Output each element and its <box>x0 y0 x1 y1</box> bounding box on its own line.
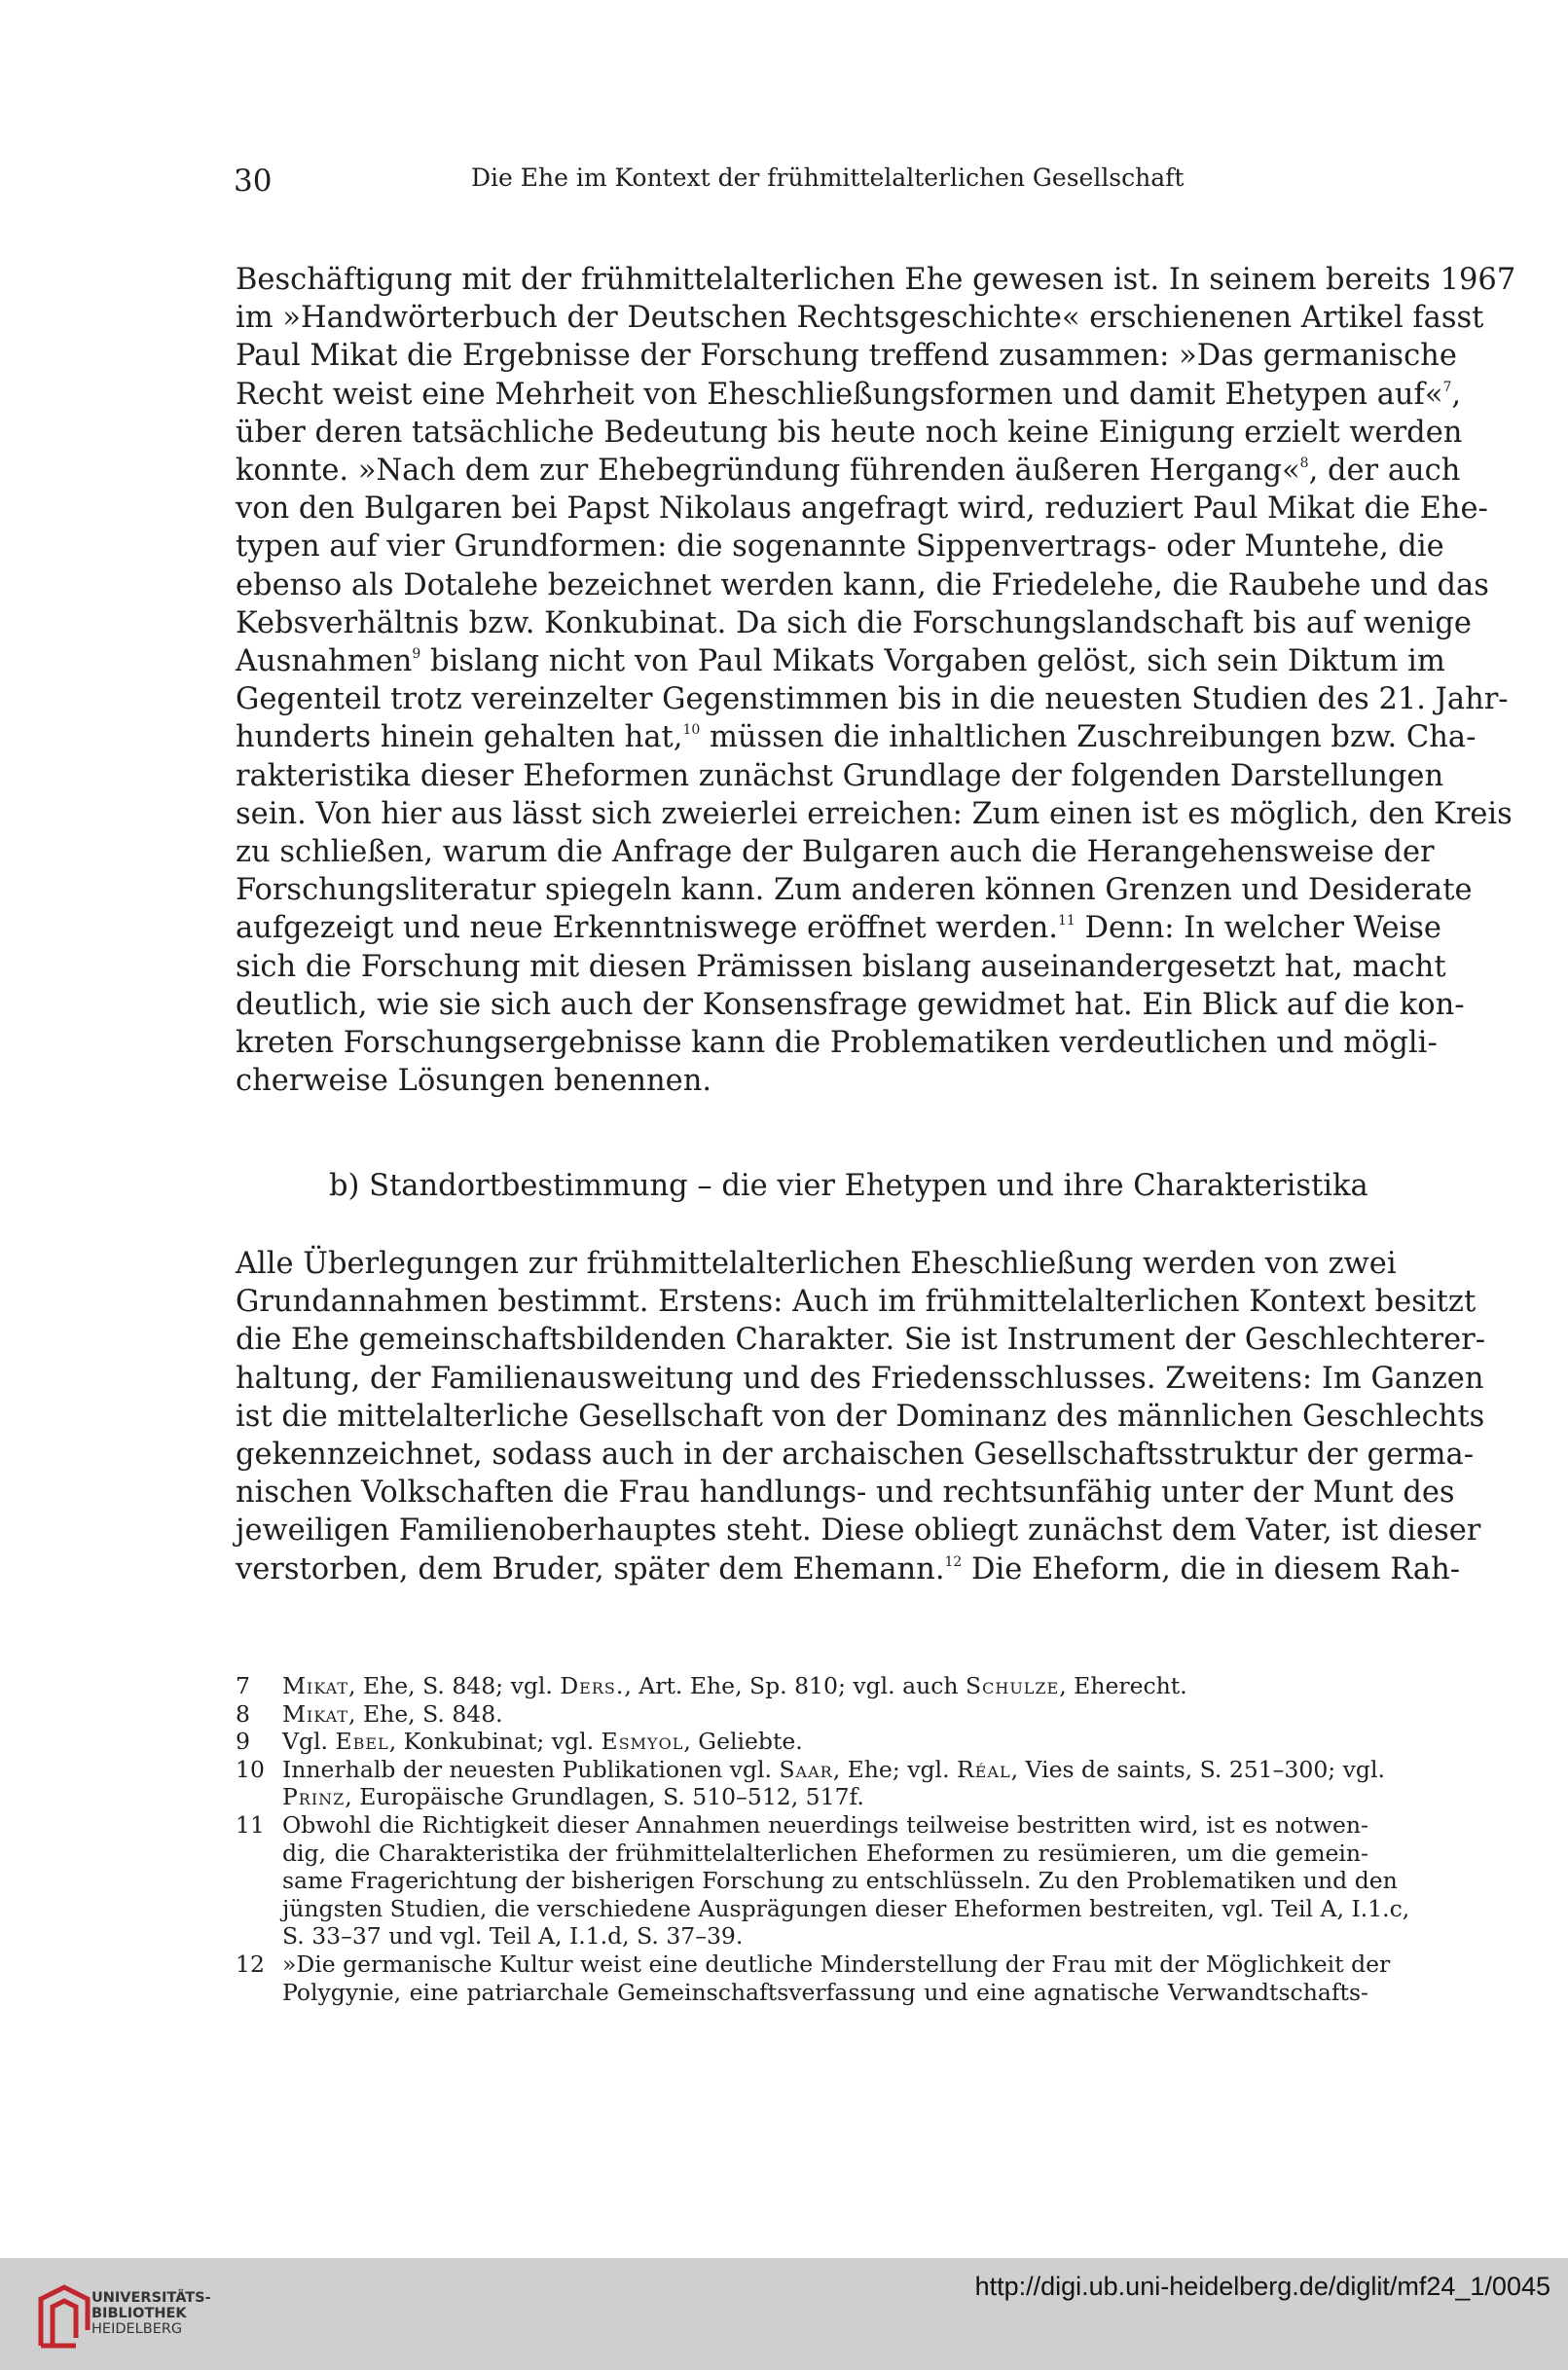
footnote-line: jüngsten Studien, die verschiedene Ausprägungen dieser Eheformen bestreiten, vgl. Teil A, I.1.c, <box>282 1894 1410 1922</box>
footnote-text: , Konkubinat; vgl. <box>388 1728 602 1756</box>
footnote-line: Obwohl die Richtigkeit dieser Annahmen neuerdings teilweise bestritten wird, ist es notwen- <box>282 1810 1368 1839</box>
footnote-ref[interactable]: 7 <box>1442 379 1452 395</box>
footnote-line: »Die germanische Kultur weist eine deutliche Minderstellung der Frau mit der Möglichkeit der <box>282 1950 1391 1978</box>
line-text: Die Eheform, die in diesem Rah- <box>962 1551 1461 1586</box>
text-line: jeweiligen Familienoberhauptes steht. Diese obliegt zunächst dem Vater, ist dieser <box>236 1513 1481 1549</box>
footnote <box>236 1950 1391 2006</box>
text-line: Kebsverhältnis bzw. Konkubinat. Da sich die Forschungslandschaft bis auf wenige <box>236 605 1472 640</box>
line-text: aufgezeigt und neue Erkenntniswege eröffnet werden. <box>236 911 1058 946</box>
footnote-text: , Geliebte. <box>683 1728 803 1756</box>
source-url-link[interactable]: http://digi.ub.uni-heidelberg.de/diglit/mf24_1/0045 <box>974 2272 1550 2301</box>
text-line: ebenso als Dotalehe bezeichnet werden kann, die Friedelehe, die Raubehe und das <box>236 567 1489 602</box>
footnote <box>236 1700 1368 1729</box>
author-name: Prinz <box>282 1783 346 1811</box>
line-text: , der auch <box>1308 454 1461 489</box>
footnote-ref[interactable]: 9 <box>412 646 421 663</box>
footnote <box>236 1755 1385 1811</box>
text-line: zu schließen, warum die Anfrage der Bulgaren auch die Herangehensweise der <box>236 835 1435 870</box>
line-text: , <box>1451 377 1462 412</box>
line-text: Ausnahmen <box>236 644 413 679</box>
author-name: Réal <box>957 1755 1011 1783</box>
author-name: Ebel <box>335 1728 389 1756</box>
author-name: Mikat <box>282 1672 349 1699</box>
footnote-text: , Art. Ehe, Sp. 810; vgl. auch <box>624 1672 966 1699</box>
logo-line: UNIVERSITÄTS- <box>91 2290 211 2306</box>
author-name: Ders. <box>560 1672 625 1699</box>
text-line: nischen Volkschaften die Frau handlungs- und rechtsunfähig unter der Munt des <box>236 1476 1455 1511</box>
author-name: Mikat <box>282 1699 349 1728</box>
author-name: Esmyol <box>601 1728 684 1756</box>
footnote-text: , Ehe; vgl. <box>832 1755 958 1783</box>
text-line: Gegenteil trotz vereinzelter Gegenstimmen bis in die neuesten Studien des 21. Jahr- <box>236 682 1509 717</box>
footnote <box>236 1728 1368 1756</box>
text-line: deutlich, wie sie sich auch der Konsensfrage gewidmet hat. Ein Blick auf die kon- <box>236 987 1465 1022</box>
paragraph-1 <box>236 261 1516 1100</box>
text-line: sein. Von hier aus lässt sich zweierlei erreichen: Zum einen ist es möglich, den Kreis <box>236 796 1513 831</box>
text-line: die Ehe gemeinschaftsbildenden Charakter. Sie ist Instrument der Geschlechterer- <box>236 1323 1486 1358</box>
logo-line: HEIDELBERG <box>91 2321 183 2337</box>
text-line <box>236 452 1461 490</box>
footnote-number: 10 <box>236 1755 265 1783</box>
footnotes <box>236 1672 1410 2006</box>
footnote-text: , Ehe, S. 848. <box>348 1699 503 1728</box>
footnote-text: , Vies de saints, S. 251–300; vgl. <box>1010 1755 1385 1783</box>
text-line: von den Bulgaren bei Papst Nikolaus angefragt wird, reduziert Paul Mikat die Ehe- <box>236 492 1488 527</box>
author-name: Schulze <box>966 1672 1060 1699</box>
footnote-number: 9 <box>236 1728 250 1756</box>
footnote-line: Polygynie, eine patriarchale Gemeinschaftsverfassung und eine agnatische Verwandtschafts- <box>282 1978 1368 2006</box>
text-line: über deren tatsächliche Bedeutung bis heute noch keine Einigung erzielt werden <box>236 415 1463 450</box>
line-text: konnte. »Nach dem zur Ehebegründung führenden äußeren Hergang« <box>236 454 1300 489</box>
text-line: cherweise Lösungen benennen. <box>236 1064 712 1099</box>
line-text: bislang nicht von Paul Mikats Vorgaben gelöst, sich sein Diktum im <box>420 644 1445 679</box>
text-line: rakteristika dieser Eheformen zunächst Grundlage der folgenden Darstellungen <box>236 758 1444 793</box>
running-title: Die Ehe im Kontext der frühmittelalterlichen Gesellschaft <box>471 164 1185 192</box>
footnote-text: Vgl. <box>282 1728 336 1756</box>
footnote-line: same Fragerichtung der bisherigen Forschung zu entschlüsseln. Zu den Problematiken und den <box>282 1867 1398 1895</box>
page-number: 30 <box>234 164 273 199</box>
footnote-number: 8 <box>236 1699 250 1728</box>
footnote-ref[interactable]: 8 <box>1299 456 1309 472</box>
footnote-line: dig, die Charakteristika der frühmittelalterlichen Eheformen zu resümieren, um die gemein- <box>282 1839 1368 1867</box>
text-line: sich die Forschung mit diesen Prämissen bislang auseinandergesetzt hat, macht <box>236 949 1446 984</box>
text-line: Grundannahmen bestimmt. Erstens: Auch im frühmittelalterlichen Kontext besitzt <box>236 1285 1477 1320</box>
text-line: haltung, der Familienausweitung und des Friedensschlusses. Zweitens: Im Ganzen <box>236 1361 1484 1396</box>
footnote-text: , Ehe, S. 848; vgl. <box>348 1672 561 1699</box>
footnote-text: , Europäische Grundlagen, S. 510–512, 517f. <box>345 1783 864 1811</box>
author-name: Saar <box>779 1755 833 1783</box>
library-logo-text <box>91 2290 211 2337</box>
text-line: typen auf vier Grundformen: die sogenannte Sippenvertrags- oder Muntehe, die <box>236 529 1444 565</box>
line-text: verstorben, dem Bruder, später dem Ehemann. <box>236 1551 945 1586</box>
text-line: gekennzeichnet, sodass auch in der archaischen Gesellschaftsstruktur der germa- <box>236 1438 1475 1473</box>
footnote-text: , Eherecht. <box>1059 1672 1187 1699</box>
logo-line: BIBLIOTHEK <box>91 2306 187 2321</box>
text-line: Beschäftigung mit der frühmittelalterlichen Ehe gewesen ist. In seinem bereits 1967 <box>236 263 1516 297</box>
footnote <box>236 1810 1410 1951</box>
footnote-ref[interactable]: 12 <box>944 1553 963 1570</box>
text-line <box>236 642 1445 680</box>
section-heading: b) Standortbestimmung – die vier Ehetypen und ihre Charakteristika <box>329 1169 1368 1203</box>
footnote-number: 12 <box>236 1950 265 1978</box>
text-line: Alle Überlegungen zur frühmittelalterlichen Eheschließung werden von zwei <box>236 1247 1397 1281</box>
line-text: müssen die inhaltlichen Zuschreibungen bzw. Cha- <box>700 720 1477 755</box>
text-line: Paul Mikat die Ergebnisse der Forschung treffend zusammen: »Das germanische <box>236 339 1457 374</box>
footnote <box>236 1672 1368 1700</box>
footnote-number: 11 <box>236 1810 265 1839</box>
footnote-ref[interactable]: 10 <box>682 722 701 739</box>
text-line <box>236 718 1477 756</box>
line-text: hunderts hinein gehalten hat, <box>236 720 683 755</box>
text-line: kreten Forschungsergebnisse kann die Problematiken verdeutlichen und mögli- <box>236 1026 1438 1061</box>
library-book-logo-icon[interactable] <box>35 2279 93 2352</box>
line-text: Recht weist eine Mehrheit von Eheschließungsformen und damit Ehetypen auf« <box>236 377 1443 412</box>
text-line <box>236 1550 1461 1588</box>
footnote-line: S. 33–37 und vgl. Teil A, I.1.d, S. 37–39. <box>282 1922 744 1951</box>
footnote-text: Innerhalb der neuesten Publikationen vgl. <box>282 1755 780 1783</box>
text-line <box>236 909 1441 947</box>
footnote-line <box>282 1755 1385 1784</box>
text-line: im »Handwörterbuch der Deutschen Rechtsgeschichte« erschienenen Artikel fasst <box>236 301 1484 336</box>
text-line <box>236 376 1462 414</box>
footnote-line <box>282 1783 1368 1811</box>
footnote-number: 7 <box>236 1672 250 1699</box>
line-text: Denn: In welcher Weise <box>1075 911 1441 946</box>
text-line: Forschungsliteratur spiegeln kann. Zum anderen können Grenzen und Desiderate <box>236 873 1473 908</box>
footnote-ref[interactable]: 11 <box>1057 913 1076 930</box>
text-line: ist die mittelalterliche Gesellschaft von der Dominanz des männlichen Geschlechts <box>236 1399 1485 1434</box>
paragraph-2 <box>236 1245 1486 1588</box>
